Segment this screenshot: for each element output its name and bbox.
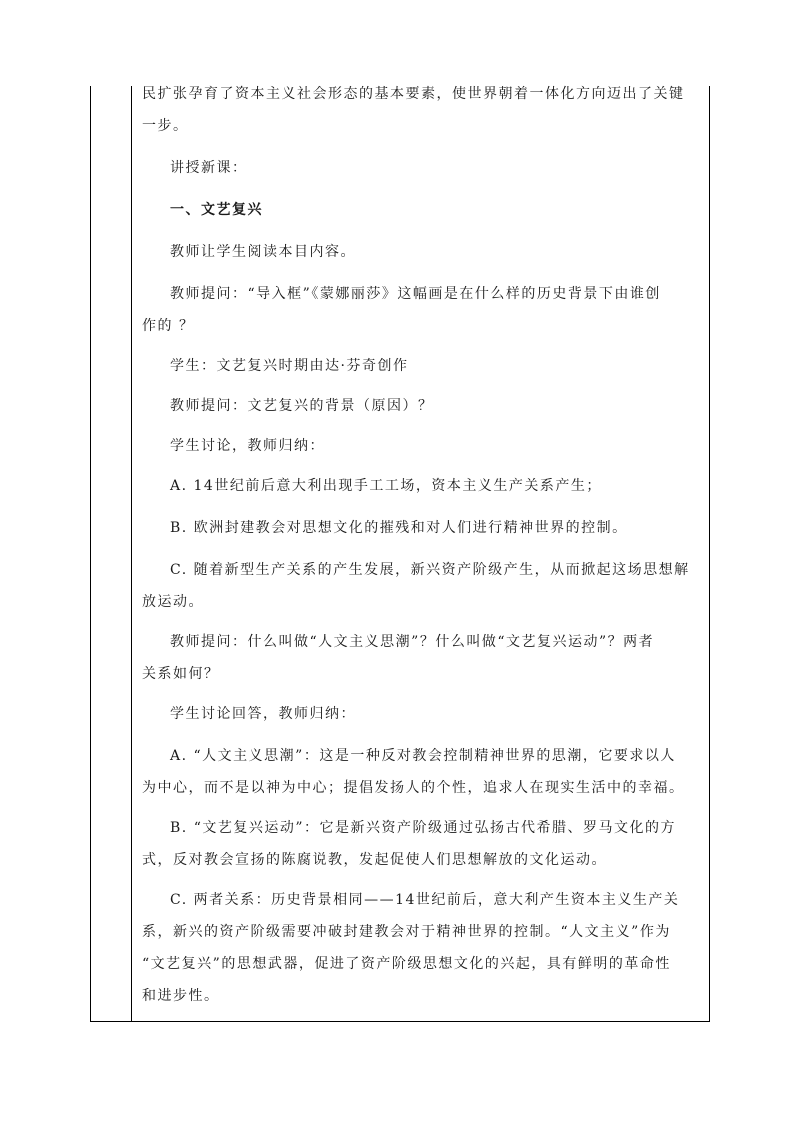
text-line: 放运动。	[142, 594, 204, 610]
text-line: 教师提问：文艺复兴的背景（原因）？	[170, 398, 434, 414]
list-item: C. 两者关系：历史背景相同——14世纪前后，意大利产生资本主义生产关	[170, 892, 680, 908]
text-line: 民扩张孕育了资本主义社会形态的基本要素，使世界朝着一体化方向迈出了关键	[142, 86, 685, 102]
text-line: 学生讨论回答，教师归纳：	[170, 706, 356, 722]
text-line: 关系如何？	[142, 666, 220, 682]
list-item: A. “人文主义思潮”：这是一种反对教会控制精神世界的思潮，它要求以人	[170, 748, 676, 764]
text-line: 系，新兴的资产阶级需要冲破封建教会对于精神世界的控制。“人文主义”作为	[142, 924, 671, 940]
text-line: 和进步性。	[142, 988, 220, 1004]
text-line: 教师让学生阅读本目内容。	[170, 244, 356, 260]
section-heading: 一、文艺复兴	[170, 202, 263, 218]
text-line: 教师提问：“导入框”《蒙娜丽莎》这幅画是在什么样的历史背景下由谁创	[170, 286, 661, 302]
table-column-divider	[131, 86, 132, 1021]
section-label: 讲授新课：	[170, 160, 248, 176]
text-line: “文艺复兴”的思想武器，促进了资产阶级思想文化的兴起，具有鲜明的革命性	[142, 956, 671, 972]
text-line: 为中心，而不是以神为中心；提倡发扬人的个性，追求人在现实生活中的幸福。	[142, 780, 685, 796]
text-line: 教师提问：什么叫做“人文主义思潮”？什么叫做“文艺复兴运动”？两者	[170, 634, 655, 650]
list-item: B. 欧洲封建教会对思想文化的摧残和对人们进行精神世界的控制。	[170, 520, 628, 536]
text-line: 一步。	[142, 118, 189, 134]
list-item: B. “文艺复兴运动”：它是新兴资产阶级通过弘扬古代希腊、罗马文化的方	[170, 820, 677, 836]
list-item: C. 随着新型生产关系的产生发展，新兴资产阶级产生，从而掀起这场思想解	[170, 562, 690, 578]
text-line: 学生讨论，教师归纳：	[170, 438, 325, 454]
text-line: 式，反对教会宣扬的陈腐说教，发起促使人们思想解放的文化运动。	[142, 852, 607, 868]
text-line: 学生：文艺复兴时期由达·芬奇创作	[170, 358, 409, 374]
list-item: A. 14世纪前后意大利出现手工工场，资本主义生产关系产生；	[170, 478, 602, 494]
text-line: 作的 ？	[142, 318, 195, 334]
